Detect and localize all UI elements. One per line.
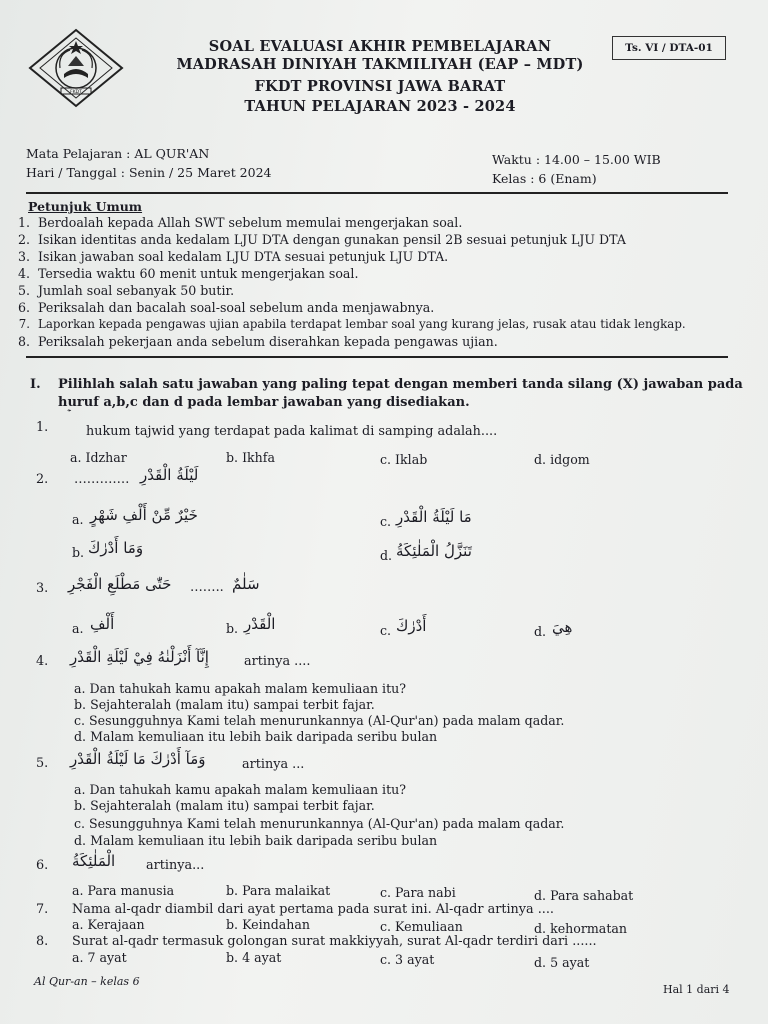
q2-dots: ………….	[74, 472, 130, 487]
instruction-item: 3. Isikan jawaban soal kedalam LJU DTA sesuai petunjuk LJU DTA.	[17, 249, 449, 264]
q6-arabic: الْمَلٰئِكَةُ	[72, 852, 116, 870]
question-7-text: Nama al-qadr diambil dari ayat pertama pada surat ini. Al-qadr artinya ....	[72, 902, 554, 917]
svg-text:FKDT: FKDT	[70, 90, 82, 95]
fkdt-logo	[28, 28, 124, 108]
q6-option-d: d. Para sahabat	[534, 888, 634, 903]
q2-option-c: مَا لَيْلَةُ الْقَدْرِ	[396, 508, 472, 526]
q4-text: artinya ....	[244, 654, 311, 669]
time-field: Waktu : 14.00 – 15.00 WIB	[492, 152, 661, 167]
q4-option-a: a. Dan tahukah kamu apakah malam kemuliaan itu?	[74, 681, 407, 696]
q6-option-a: a. Para manusia	[72, 883, 175, 898]
question-8-number: 8.	[36, 934, 49, 949]
q5-arabic: وَمَآ أَدْرٰكَ مَا لَيْلَةُ الْقَدْرِ	[70, 750, 206, 768]
divider-instructions	[26, 356, 728, 358]
q8-option-c: c. 3 ayat	[380, 952, 435, 967]
q1-option-a: a. Idzhar	[70, 450, 127, 465]
footer-subject: Al Qur-an – kelas 6	[34, 975, 140, 988]
header-line-3: FKDT PROVINSI JAWA BARAT	[254, 78, 506, 95]
q4-option-b: b. Sejahteralah (malam itu) sampai terbit fajar.	[74, 697, 375, 712]
class-field: Kelas : 6 (Enam)	[492, 171, 597, 186]
question-1-number: 1.	[36, 420, 49, 435]
q7-option-c: c. Kemuliaan	[380, 919, 463, 934]
q3-arabic-right: سَلٰمٌ	[232, 575, 260, 593]
q3-label-d: d.	[534, 624, 547, 639]
q6-text: artinya...	[146, 858, 205, 873]
q1-option-c: c. Iklab	[380, 452, 428, 467]
instruction-item: 6. Periksalah dan bacalah soal-soal sebelum anda menjawabnya.	[17, 300, 435, 315]
header-line-2: MADRASAH DINIYAH TAKMILIYAH (EAP – MDT)	[176, 56, 584, 73]
section-number: I.	[30, 377, 41, 392]
q8-option-d: d. 5 ayat	[534, 955, 590, 970]
q4-arabic: إِنَّآ أَنْزَلْنٰهُ فِيْ لَيْلَةِ الْقَدْرِ	[70, 648, 209, 666]
question-5-number: 5.	[36, 756, 49, 771]
question-4-number: 4.	[36, 654, 49, 669]
form-code-box: Ts. VI / DTA-01	[612, 36, 726, 60]
q2-arabic: لَيْلَةُ الْقَدْرِ	[140, 466, 199, 484]
instruction-item: 2. Isikan identitas anda kedalam LJU DTA dengan gunakan pensil 2B sesuai petunjuk LJU DTA	[17, 232, 626, 247]
question-7-number: 7.	[36, 902, 49, 917]
q6-option-c: c. Para nabi	[380, 885, 456, 900]
q5-option-c: c. Sesungguhnya Kami telah menurunkannya (Al-Qur'an) pada malam qadar.	[74, 816, 565, 831]
section-instruction-1: Pilihlah salah satu jawaban yang paling tepat dengan memberi tanda silang (X) jawaban pada	[58, 377, 743, 392]
subject-field: Mata Pelajaran : AL QUR'AN	[26, 146, 210, 161]
q3-option-c: أَدْرٰكَ	[396, 617, 427, 635]
q2-option-d: تَنَزَّلُ الْمَلٰئِكَةُ	[396, 542, 472, 560]
q3-option-b: الْقَدْرِ	[244, 615, 276, 633]
q2-label-a: a.	[72, 512, 84, 527]
q2-option-a: خَيْرٌ مِّنْ أَلْفِ شَهْرٍ	[90, 506, 198, 524]
q4-option-d: d. Malam kemuliaan itu lebih baik daripada seribu bulan	[74, 729, 438, 744]
q7-option-a: a. Kerajaan	[72, 917, 145, 932]
question-6-number: 6.	[36, 858, 49, 873]
header-line-1: SOAL EVALUASI AKHIR PEMBELAJARAN	[208, 38, 552, 55]
q3-label-a: a.	[72, 621, 84, 636]
q3-arabic-left: حَتّٰى مَطْلَعِ الْفَجْرِ	[68, 575, 172, 593]
divider-top	[26, 192, 728, 194]
question-1-text: hukum tajwid yang terdapat pada kalimat di samping adalah....	[86, 424, 498, 439]
q5-option-b: b. Sejahteralah (malam itu) sampai terbit fajar.	[74, 798, 375, 813]
instruction-item: 7. Laporkan kepada pengawas ujian apabila terdapat lembar soal yang kurang jelas, rusak atau tidak lengkap.	[18, 317, 686, 331]
page-number: Hal 1 dari 4	[663, 983, 730, 996]
header-line-4: TAHUN PELAJARAN 2023 - 2024	[244, 98, 516, 115]
question-8-text: Surat al-qadr termasuk golongan surat makkiyyah, surat Al-qadr terdiri dari ......	[72, 934, 597, 949]
q7-option-d: d. kehormatan	[534, 921, 627, 936]
q8-option-a: a. 7 ayat	[72, 950, 127, 965]
q1-option-b: b. Ikhfa	[226, 450, 275, 465]
instructions-title: Petunjuk Umum	[28, 199, 143, 214]
q3-dots: ……..	[190, 580, 224, 595]
q5-option-d: d. Malam kemuliaan itu lebih baik daripada seribu bulan	[74, 833, 438, 848]
instruction-item: 8. Periksalah pekerjaan anda sebelum diserahkan kepada pengawas ujian.	[17, 334, 498, 349]
q5-option-a: a. Dan tahukah kamu apakah malam kemuliaan itu?	[74, 782, 407, 797]
question-2-number: 2.	[36, 472, 49, 487]
q2-label-c: c.	[380, 514, 392, 529]
logo-emblem-icon	[28, 28, 124, 108]
q3-label-c: c.	[380, 623, 392, 638]
q3-option-d: هِيَ	[552, 618, 573, 636]
section-instruction-2: huruf a,b,c dan d pada lembar jawaban yang disediakan.	[58, 395, 470, 410]
q5-text: artinya ...	[242, 757, 305, 772]
instruction-item: 4. Tersedia waktu 60 menit untuk mengerjakan soal.	[17, 266, 359, 281]
q7-option-b: b. Keindahan	[226, 917, 311, 932]
q2-label-b: b.	[72, 545, 85, 560]
q3-label-b: b.	[226, 621, 239, 636]
q2-label-d: d.	[380, 548, 393, 563]
date-field: Hari / Tanggal : Senin / 25 Maret 2024	[26, 165, 272, 180]
question-3-number: 3.	[36, 581, 49, 596]
q2-option-b: وَمَا أَدْرٰكَ	[88, 539, 144, 557]
q4-option-c: c. Sesungguhnya Kami telah menurunkannya (Al-Qur'an) pada malam qadar.	[74, 713, 565, 728]
q8-option-b: b. 4 ayat	[226, 950, 282, 965]
instruction-item: 1. Berdoalah kepada Allah SWT sebelum memulai mengerjakan soal.	[17, 215, 463, 230]
q6-option-b: b. Para malaikat	[226, 883, 331, 898]
instruction-item: 5. Jumlah soal sebanyak 50 butir.	[17, 283, 235, 298]
q3-option-a: أَلْفِ	[90, 615, 115, 633]
q1-option-d: d. idgom	[534, 452, 590, 467]
